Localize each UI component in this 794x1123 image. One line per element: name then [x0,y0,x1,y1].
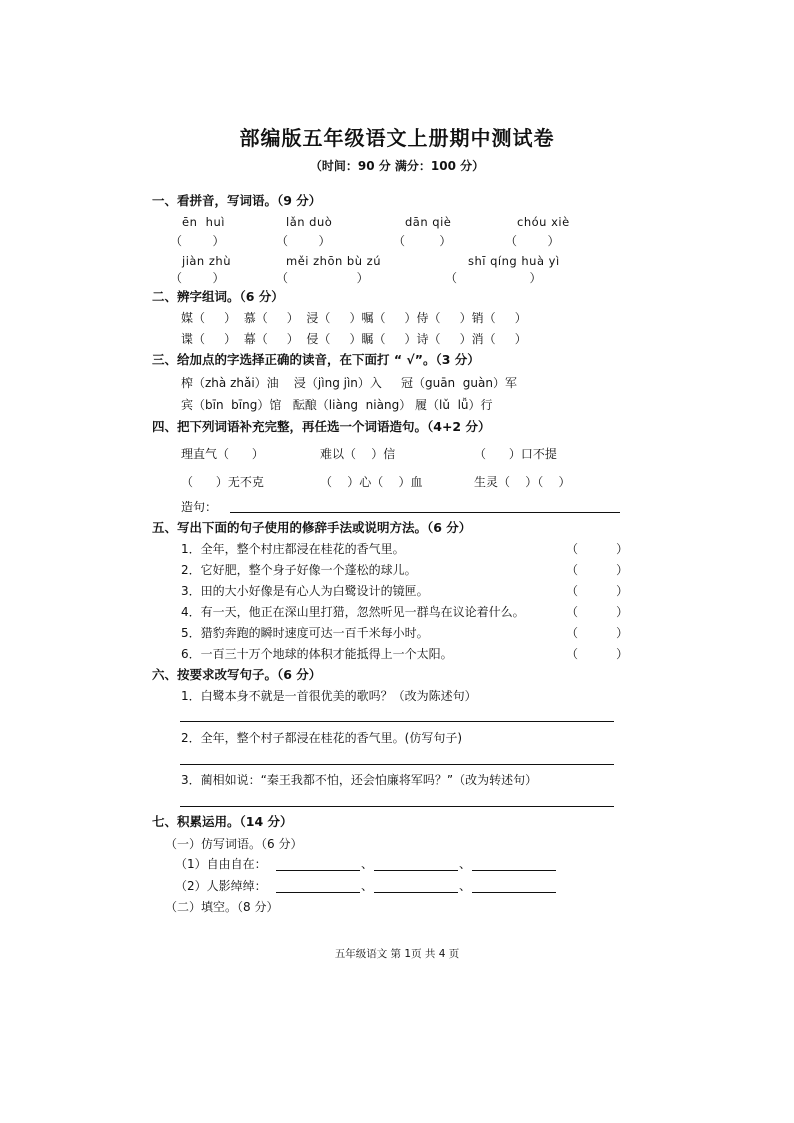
page-footer: 五年级语文 第 1页 共 4 页 [334,948,460,960]
answer-blank[interactable]: （ ） [566,584,629,598]
pinyin: lǎn duò [286,215,333,229]
separator: 、 [459,879,472,893]
question-item: 6．一百三十万个地球的体积才能抵得上一个太阳。 [181,647,453,661]
answer-line[interactable] [276,892,360,893]
subsection-heading: （一）仿写词语。（6 分） [165,837,303,851]
section-4-heading: 四、把下列词语补充完整，再任选一个词语造句。（4+2 分） [152,419,491,434]
question-item: （1）自由自在： [175,857,267,871]
section-1-heading: 一、看拼音，写词语。（9 分） [152,193,322,208]
question-item: 3．蔺相如说：“秦王我都不怕，还会怕廉将军吗？”（改为转述句） [181,773,538,787]
word-group-row[interactable]: 谍（ ） 幕（ ） 侵（ ）瞩（ ）诗（ ）消（ ） [181,332,527,346]
reading-choice-row[interactable]: 宾（bīn bīng）馆 酝酿（liàng niàng） 履（lǔ lǚ）行 [181,398,493,412]
pinyin: ēn huì [182,215,225,229]
answer-blank[interactable]: （ ） [566,647,629,661]
section-6-heading: 六、按要求改写句子。（6 分） [152,667,322,682]
pinyin: chóu xiè [517,215,570,229]
section-2-heading: 二、辨字组词。（6 分） [152,289,284,304]
answer-line[interactable] [180,806,614,807]
sentence-label: 造句： [181,500,218,514]
answer-blank[interactable]: （ ） [566,542,629,556]
question-item: 1．白鹭本身不就是一首很优美的歌吗？（改为陈述句） [181,689,477,703]
question-item: 3．田的大小好像是有心人为白鹭设计的镜匣。 [181,584,429,598]
answer-line[interactable] [374,892,458,893]
section-5-heading: 五、写出下面的句子使用的修辞手法或说明方法。（6 分） [152,520,472,535]
idiom-blank[interactable]: （ ）无不克 [181,475,264,489]
sentence-answer-line[interactable] [230,512,620,513]
separator: 、 [361,879,374,893]
answer-line[interactable] [180,721,614,722]
question-item: 5．猎豹奔跑的瞬时速度可达一百千米每小时。 [181,626,429,640]
question-item: 2．它好肥，整个身子好像一个蓬松的球儿。 [181,563,417,577]
separator: 、 [361,857,374,871]
pinyin: měi zhōn bù zú [286,254,382,268]
answer-blank[interactable]: （ ） [445,271,542,285]
word-group-row[interactable]: 媒（ ） 慕（ ） 浸（ ）嘱（ ）侍（ ）销（ ） [181,311,527,325]
pinyin: jiàn zhù [182,254,231,268]
subsection-heading: （二）填空。（8 分） [165,900,279,914]
answer-line[interactable] [472,892,556,893]
question-item: （2）人影绰绰： [175,879,267,893]
answer-blank[interactable]: （ ） [170,234,225,248]
idiom-blank[interactable]: 理直气（ ） [181,447,264,461]
question-item: 1．全年，整个村庄都浸在桂花的香气里。 [181,542,405,556]
answer-blank[interactable]: （ ） [276,271,369,285]
answer-blank[interactable]: （ ） [393,234,452,248]
page-title: 部编版五年级语文上册期中测试卷 [239,126,555,150]
pinyin: shī qíng huà yì [468,254,560,268]
answer-blank[interactable]: （ ） [170,271,225,285]
answer-blank[interactable]: （ ） [505,234,560,248]
answer-line[interactable] [374,870,458,871]
idiom-blank[interactable]: 生灵（ ）（ ） [474,475,571,489]
question-item: 2．全年，整个村子都浸在桂花的香气里。(仿写句子) [181,731,463,745]
idiom-blank[interactable]: （ ）口不提 [474,447,557,461]
answer-blank[interactable]: （ ） [566,563,629,577]
answer-line[interactable] [180,764,614,765]
separator: 、 [459,857,472,871]
answer-line[interactable] [276,870,360,871]
question-item: 4．有一天，他正在深山里打猎，忽然听见一群鸟在议论着什么。 [181,605,525,619]
reading-choice-row[interactable]: 榨（zhà zhǎi）油 浸（jìng jìn）入 冠（guān guàn）军 [181,376,517,390]
section-3-heading: 三、给加点的字选择正确的读音，在下面打 “ √”。（3 分） [152,352,480,367]
answer-blank[interactable]: （ ） [566,626,629,640]
answer-blank[interactable]: （ ） [276,234,331,248]
idiom-blank[interactable]: 难以（ ）信 [320,447,396,461]
answer-line[interactable] [472,870,556,871]
exam-info: （时间：90 分 满分：100 分） [309,159,485,173]
section-7-heading: 七、积累运用。（14 分） [152,814,293,829]
pinyin: dān qiè [405,215,452,229]
idiom-blank[interactable]: （ ）心（ ）血 [320,475,423,489]
answer-blank[interactable]: （ ） [566,605,629,619]
